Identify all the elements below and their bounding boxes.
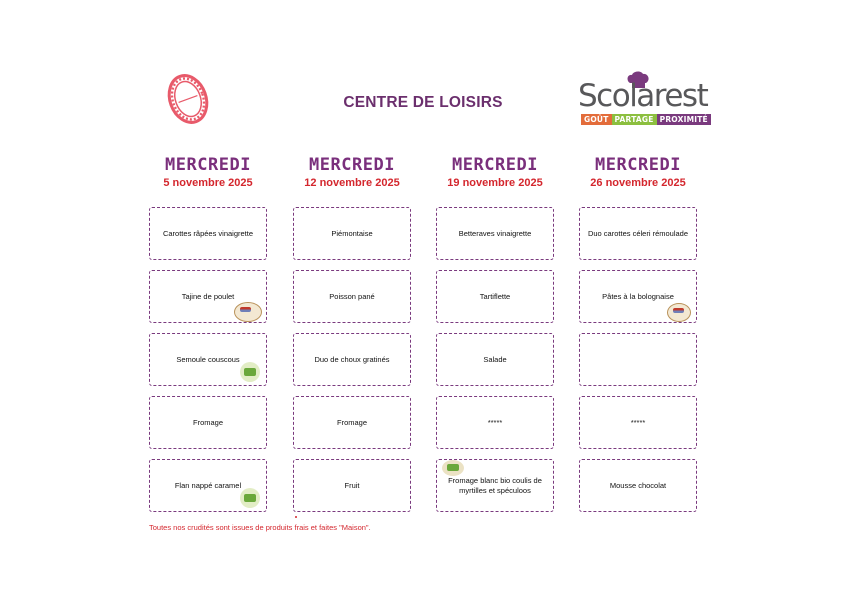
- tagline-partage: PARTAGE: [612, 114, 657, 125]
- day-name: MERCREDI: [309, 155, 395, 175]
- day-name: MERCREDI: [595, 155, 681, 175]
- menu-cell: [293, 459, 411, 512]
- menu-item: Mousse chocolat: [609, 480, 667, 490]
- menu-cell: [436, 396, 554, 449]
- footnote: Toutes nos crudités sont issues de produits frais et faites "Maison".: [149, 523, 371, 532]
- page-title: CENTRE DE LOISIRS: [343, 94, 503, 111]
- menu-item: *****: [630, 417, 646, 427]
- menu-item: Flan nappé caramel: [174, 480, 242, 490]
- menu-cell: [579, 270, 697, 323]
- menu-cell: [149, 396, 267, 449]
- day-date: 19 novembre 2025: [447, 177, 543, 189]
- menu-item: Fruit: [344, 480, 360, 490]
- menu-cell: [436, 333, 554, 386]
- menu-cell: [293, 270, 411, 323]
- menu-item: Piémontaise: [331, 228, 373, 238]
- divider-dot: [295, 516, 297, 518]
- menu-cell: [579, 459, 697, 512]
- menu-item: Duo carottes céleri rémoulade: [587, 228, 689, 238]
- day-name: MERCREDI: [165, 155, 251, 175]
- menu-item: Tartiflette: [479, 291, 511, 301]
- logo-wordmark: Scolarest: [578, 78, 708, 114]
- menu-cell: [436, 270, 554, 323]
- label-rouge-icon: [667, 303, 691, 322]
- menu-item: Semoule couscous: [176, 354, 240, 364]
- menu-cell: [149, 207, 267, 260]
- scolarest-logo: [578, 73, 708, 127]
- day-header-2: [282, 155, 422, 189]
- menu-item: Fromage: [336, 417, 367, 427]
- day-date: 26 novembre 2025: [590, 177, 686, 189]
- menu-item: Pâtes à la bolognaise: [602, 291, 674, 301]
- menu-cell: [436, 459, 554, 512]
- menu-item: Tajine de poulet: [181, 291, 235, 301]
- day-header-3: [425, 155, 565, 189]
- menu-cell: [579, 333, 697, 386]
- organic-icon: [240, 362, 260, 382]
- menu-item: Salade: [483, 354, 507, 364]
- menu-cell: [293, 333, 411, 386]
- organic-icon: [240, 488, 260, 508]
- menu-cell: [579, 396, 697, 449]
- tagline-gout: GOÛT: [581, 114, 612, 125]
- menu-cell: [149, 459, 267, 512]
- logo-tagline: [581, 114, 711, 125]
- fait-maison-seal-icon: [166, 71, 210, 127]
- day-header-1: [138, 155, 278, 189]
- day-header-4: [568, 155, 708, 189]
- menu-cell: [149, 333, 267, 386]
- day-date: 5 novembre 2025: [163, 177, 253, 189]
- menu-item: Duo de choux gratinés: [314, 354, 390, 364]
- menu-item: Fromage blanc bio coulis de myrtilles et spéculoos: [448, 475, 542, 495]
- menu-item: Fromage: [192, 417, 223, 427]
- menu-item: Poisson pané: [329, 291, 375, 301]
- day-date: 12 novembre 2025: [304, 177, 400, 189]
- menu-cell: [293, 207, 411, 260]
- day-name: MERCREDI: [452, 155, 538, 175]
- menu-cell: [293, 396, 411, 449]
- menu-item: Betteraves vinaigrette: [458, 228, 532, 238]
- tagline-proximite: PROXIMITÉ: [657, 114, 711, 125]
- menu-item: Carottes râpées vinaigrette: [162, 228, 254, 238]
- menu-cell: [579, 207, 697, 260]
- label-rouge-icon: [234, 302, 262, 322]
- organic-icon: [442, 460, 464, 476]
- menu-item: *****: [487, 417, 503, 427]
- menu-cell: [149, 270, 267, 323]
- menu-cell: [436, 207, 554, 260]
